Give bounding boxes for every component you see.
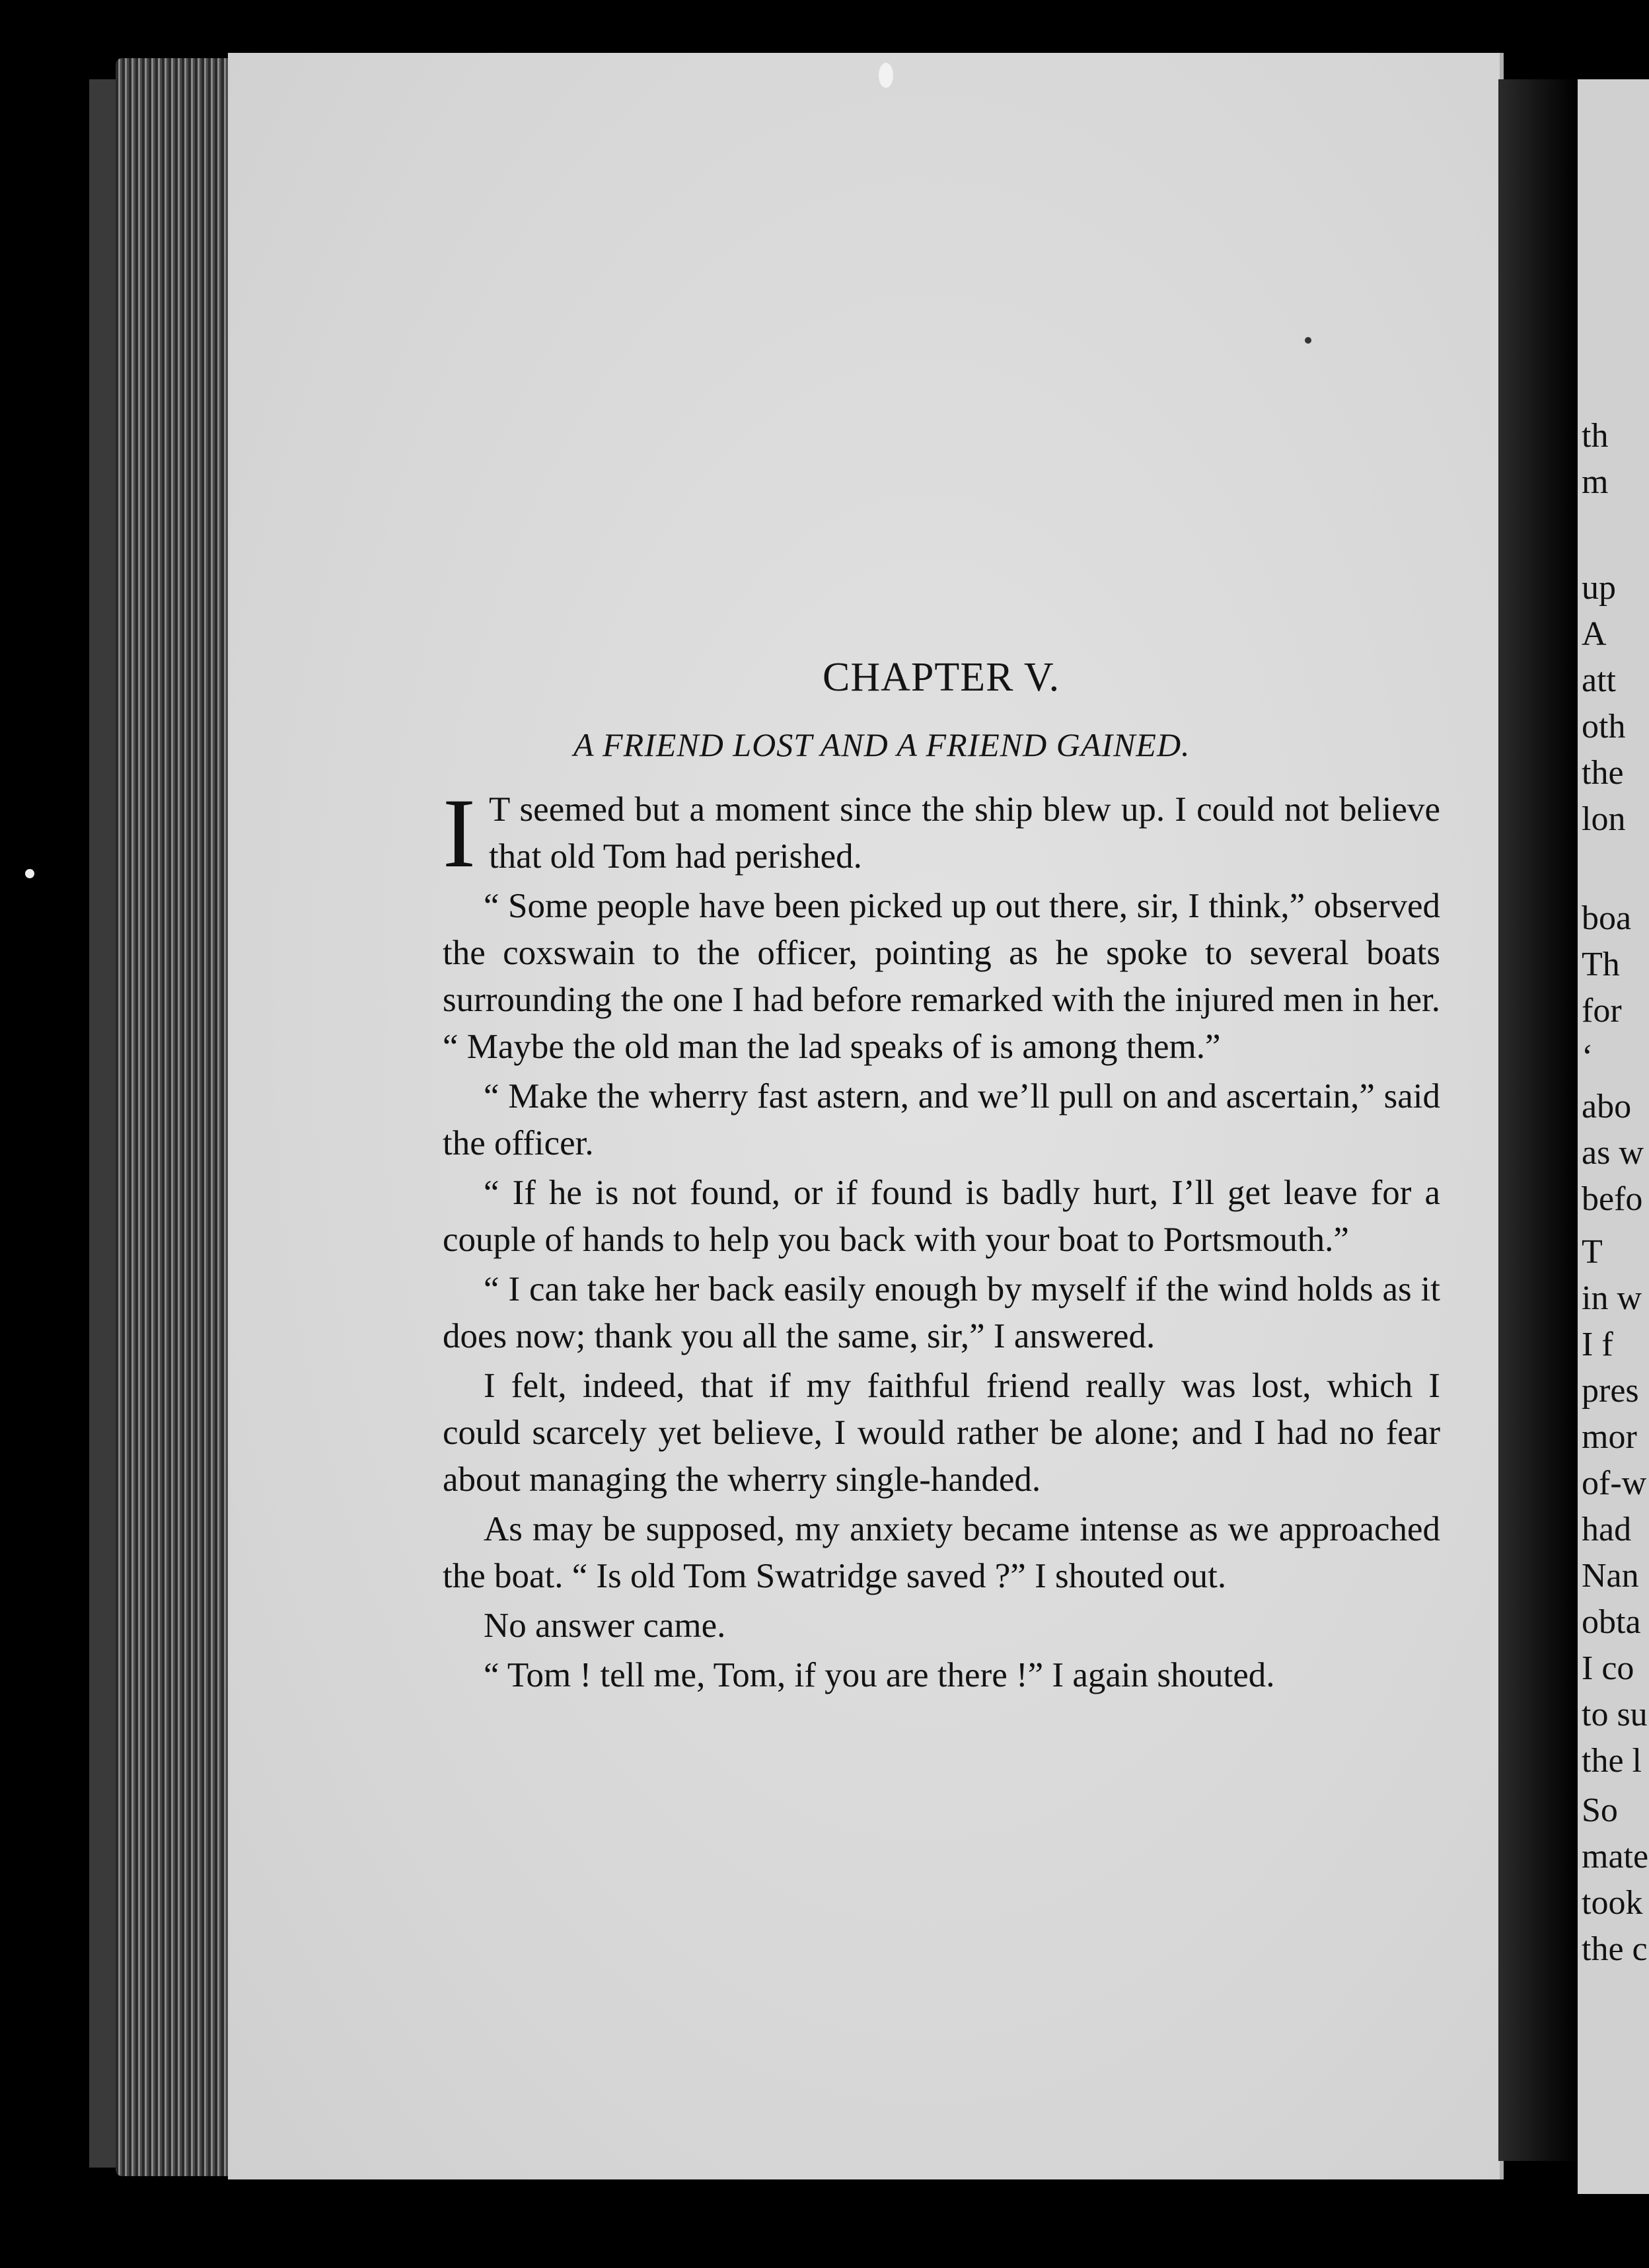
chapter-title: CHAPTER V. [823,655,1060,700]
right-page-line: took [1582,1884,1643,1922]
right-page-line: I co [1582,1649,1634,1687]
paragraph: “ Some people have been picked up out there, sir, I think,” observed the coxswain to the officer, pointing as he spoke to several boats surrounding the one I had before remarked with the injured men in her. “ Maybe the old man the lad speaks of is among them.” [443,887,1440,1066]
right-page-line: mate [1582,1838,1649,1875]
right-page-line: So [1582,1792,1618,1829]
right-page-line: pres [1582,1372,1639,1410]
right-page-line: Th [1582,946,1620,983]
scan-speck [1305,337,1311,344]
right-page-line: the l [1582,1742,1642,1780]
right-page-line: befo [1582,1180,1643,1218]
paragraph: I T seemed but a moment since the ship blew up. I could not believe that old Tom had perished. [443,778,1440,888]
drop-cap: I [443,778,476,888]
right-page-line: lon [1582,800,1626,838]
paragraph: I felt, indeed, that if my faithful friend really was lost, which I could scarcely yet believe, I would rather be alone; and I had no fear about managing the wherry single-handed. [443,1367,1440,1499]
right-page-line: obta [1582,1603,1641,1641]
right-page-line: the [1582,754,1624,792]
right-page-line: to su [1582,1696,1648,1733]
paragraph: “ Tom ! tell me, Tom, if you are there !” I again shouted. [484,1656,1275,1694]
right-page-line: had [1582,1511,1632,1548]
right-page-line: abo [1582,1088,1632,1125]
right-page-line: att [1582,662,1616,699]
right-page-line: up [1582,569,1616,607]
right-page-line: A [1582,615,1607,653]
body-text [443,778,1440,1702]
right-page-fragment [1578,79,1649,2194]
right-page-line: mor [1582,1418,1637,1456]
right-page-line: for [1582,992,1622,1030]
paragraph: “ If he is not found, or if found is badly hurt, I’ll get leave for a couple of hands to help you back with your boat to Portsmouth.” [443,1174,1440,1259]
right-page-line: the c [1582,1930,1648,1968]
paragraph: As may be supposed, my anxiety became intense as we approached the boat. “ Is old Tom Swatridge saved ?” I shouted out. [443,1510,1440,1595]
right-page-line: m [1582,463,1609,501]
right-page-line: th [1582,417,1609,455]
right-page-line: in w [1582,1279,1642,1317]
right-page-line: ‘ [1582,1038,1594,1076]
right-page-line: of-w [1582,1464,1647,1502]
book-gutter [1498,79,1578,2161]
right-page-line: I f [1582,1326,1613,1363]
right-page-line: T [1582,1233,1603,1271]
right-page-line: oth [1582,708,1626,745]
right-page-line: boa [1582,899,1632,937]
scan-speck [25,869,34,878]
scan-speck [879,63,893,88]
paragraph: “ I can take her back easily enough by myself if the wind holds as it does now; thank you all the same, sir,” I answered. [443,1270,1440,1355]
paragraph: “ Make the wherry fast astern, and we’ll pull on and ascertain,” said the officer. [443,1077,1440,1162]
paragraph: No answer came. [484,1606,726,1645]
right-page-line: Nan [1582,1557,1639,1595]
right-page-line: as w [1582,1134,1644,1172]
chapter-subtitle: A FRIEND LOST AND A FRIEND GAINED. [573,726,1191,763]
